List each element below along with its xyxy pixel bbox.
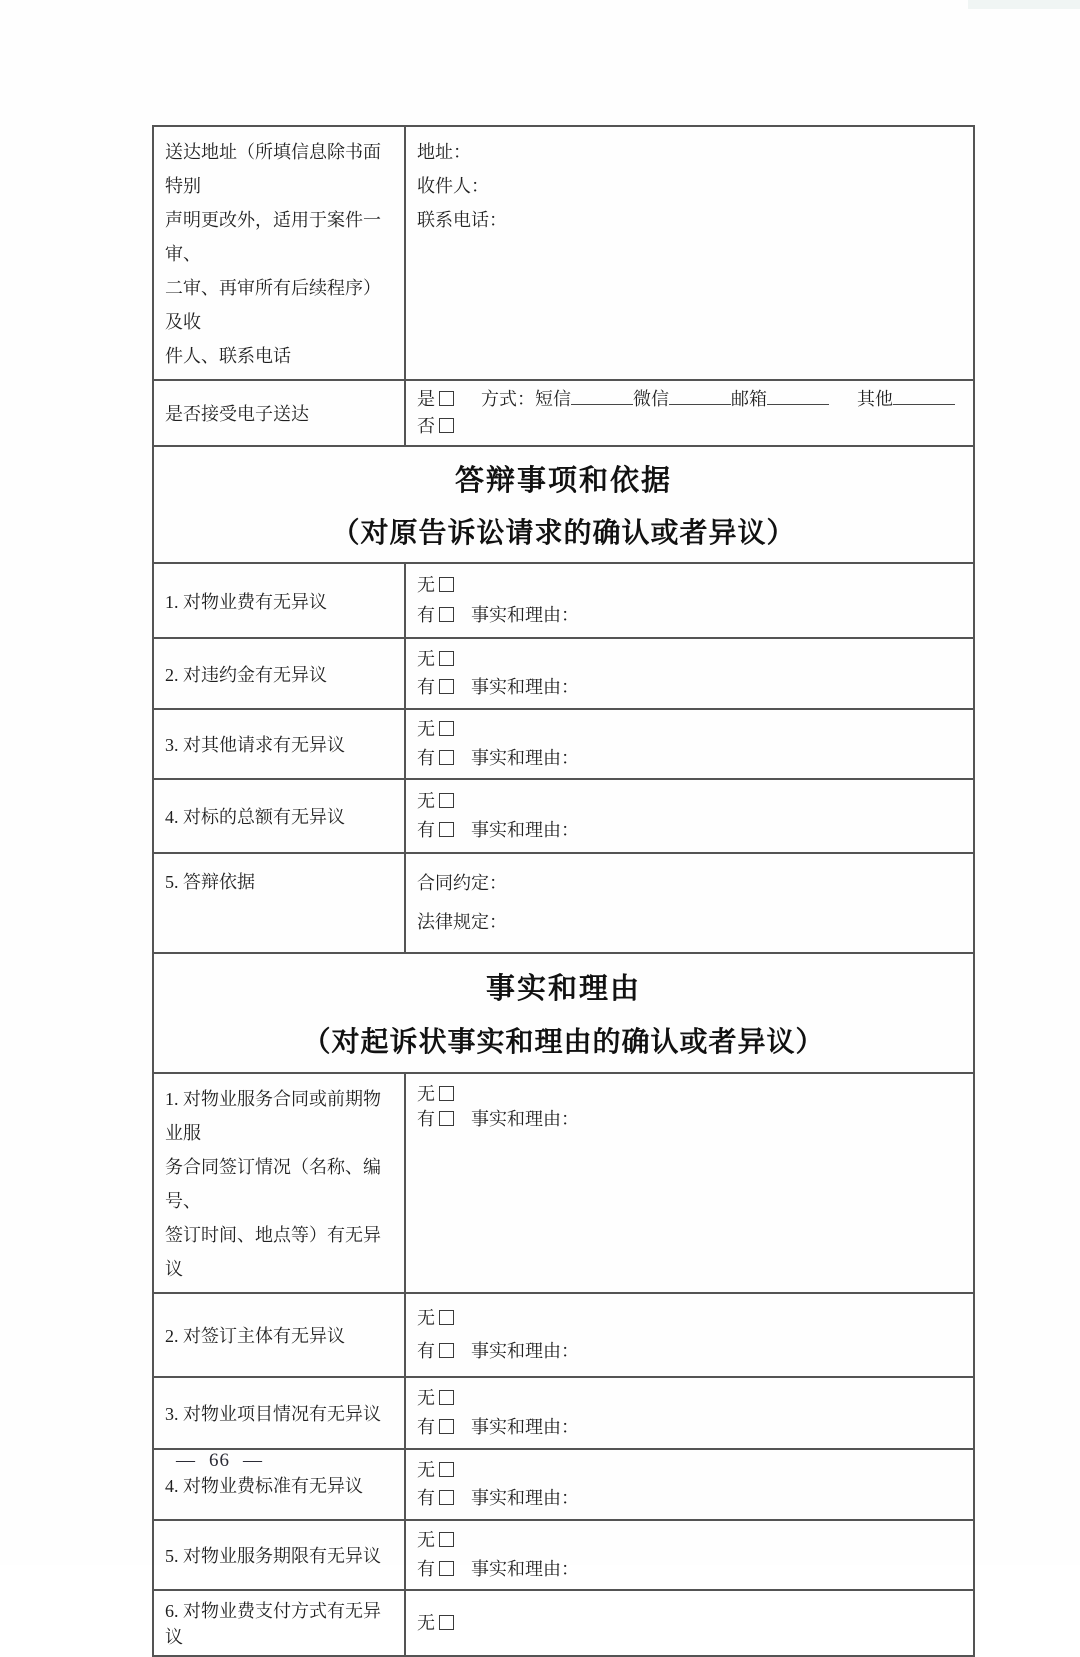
none-label: 无	[417, 1530, 435, 1551]
checkbox-has-objection[interactable]	[439, 1490, 454, 1505]
legal-provisions-label: 法律规定：	[417, 911, 507, 932]
none-label: 无	[417, 719, 435, 740]
checkbox-has-objection[interactable]	[439, 1419, 454, 1434]
section-title: 答辩事项和依据	[454, 465, 672, 498]
row-label: 1. 对物业费有无异议	[154, 564, 406, 637]
delivery-address-label	[154, 127, 406, 379]
other-blank-line[interactable]	[893, 402, 955, 405]
label-line: 二审、再审所有后续程序）及收	[165, 278, 381, 332]
page-number-dash: —	[176, 1450, 196, 1471]
label-line: 送达地址（所填信息除书面特别	[165, 142, 381, 196]
section-title: 事实和理由	[485, 973, 641, 1006]
method-sms-label: 短信	[535, 389, 571, 409]
row-answer	[406, 1591, 973, 1655]
have-label: 有	[417, 677, 435, 698]
phone-field-label: 联系电话：	[417, 210, 507, 230]
electronic-delivery-options	[406, 381, 973, 445]
row-label: 2. 对违约金有无异议	[154, 639, 406, 708]
method-other-label: 其他	[857, 389, 893, 409]
table-row-fee-objection	[154, 562, 973, 637]
yes-label: 是	[417, 389, 435, 409]
row-label	[154, 1074, 406, 1292]
row-answer	[406, 710, 973, 778]
table-row-contract-signing-objection	[154, 1072, 973, 1292]
electronic-delivery-label: 是否接受电子送达	[154, 381, 406, 445]
checkbox-no-objection[interactable]	[439, 1390, 454, 1405]
label-line: 声明更改外，适用于案件一审、	[165, 210, 381, 264]
checkbox-no-objection[interactable]	[439, 577, 454, 592]
facts-label: 事实和理由：	[471, 1558, 579, 1579]
checkbox-no-objection[interactable]	[439, 793, 454, 808]
scan-artifact	[968, 0, 1080, 9]
label-line: 签订时间、地点等）有无异议	[165, 1225, 381, 1279]
facts-section-header	[154, 952, 973, 1072]
label-line: 1. 对物业服务合同或前期物业服	[165, 1089, 381, 1143]
facts-label: 事实和理由：	[471, 1488, 579, 1509]
table-row-fee-standard-objection	[154, 1448, 973, 1519]
have-label: 有	[417, 1341, 435, 1361]
row-answer	[406, 1378, 973, 1448]
row-label: 4. 对物业费标准有无异议	[154, 1450, 406, 1519]
table-row-electronic-delivery	[154, 379, 973, 445]
defense-form-table	[152, 125, 975, 1657]
table-row-total-amount-objection	[154, 778, 973, 852]
method-wechat-label: 微信	[633, 389, 669, 409]
row-answer	[406, 639, 973, 708]
label-line: 件人、联系电话	[165, 346, 291, 366]
row-label: 4. 对标的总额有无异议	[154, 780, 406, 852]
row-label: 5. 答辩依据	[154, 854, 406, 952]
sms-blank-line[interactable]	[571, 402, 633, 405]
page-number	[176, 1450, 263, 1472]
address-field-label: 地址：	[417, 142, 471, 162]
facts-label: 事实和理由：	[471, 1417, 579, 1437]
checkbox-no-objection[interactable]	[439, 651, 454, 666]
table-row-penalty-objection	[154, 637, 973, 708]
delivery-address-fields	[406, 127, 973, 379]
have-label: 有	[417, 1488, 435, 1509]
page-number-value: 66	[209, 1450, 230, 1471]
method-label: 方式：	[481, 389, 535, 409]
row-label: 3. 对物业项目情况有无异议	[154, 1378, 406, 1448]
have-label: 有	[417, 1109, 435, 1129]
checkbox-has-objection[interactable]	[439, 1343, 454, 1358]
row-answer	[406, 780, 973, 852]
method-email-label: 邮箱	[731, 389, 767, 409]
none-label: 无	[417, 1612, 435, 1633]
none-label: 无	[417, 648, 435, 669]
none-label: 无	[417, 1084, 435, 1104]
section-subtitle: （对起诉状事实和理由的确认或者异议）	[302, 1025, 825, 1057]
row-label: 5. 对物业服务期限有无异议	[154, 1521, 406, 1589]
facts-label: 事实和理由：	[471, 820, 579, 841]
row-answer	[406, 854, 973, 952]
checkbox-has-objection[interactable]	[439, 679, 454, 694]
checkbox-yes[interactable]	[439, 391, 454, 406]
email-blank-line[interactable]	[767, 402, 829, 405]
have-label: 有	[417, 1417, 435, 1437]
row-answer	[406, 564, 973, 637]
have-label: 有	[417, 820, 435, 841]
checkbox-has-objection[interactable]	[439, 1111, 454, 1126]
none-label: 无	[417, 1459, 435, 1480]
none-label: 无	[417, 575, 435, 595]
table-row-defense-basis	[154, 852, 973, 952]
row-label: 6. 对物业费支付方式有无异议	[154, 1591, 406, 1655]
facts-label: 事实和理由：	[471, 747, 579, 768]
have-label: 有	[417, 1558, 435, 1579]
table-row-other-claims-objection	[154, 708, 973, 778]
none-label: 无	[417, 1308, 435, 1328]
row-answer	[406, 1074, 973, 1292]
checkbox-no-objection[interactable]	[439, 1462, 454, 1477]
none-label: 无	[417, 1388, 435, 1408]
row-label: 3. 对其他请求有无异议	[154, 710, 406, 778]
label-line: 务合同签订情况（名称、编号、	[165, 1157, 381, 1211]
recipient-field-label: 收件人：	[417, 176, 489, 196]
no-label: 否	[417, 416, 435, 436]
checkbox-no-objection[interactable]	[439, 1532, 454, 1547]
section-subtitle: （对原告诉讼请求的确认或者异议）	[331, 516, 796, 548]
defense-section-header	[154, 445, 973, 562]
checkbox-has-objection[interactable]	[439, 750, 454, 765]
none-label: 无	[417, 790, 435, 811]
page-number-dash: —	[243, 1450, 263, 1471]
checkbox-no-objection[interactable]	[439, 1086, 454, 1101]
checkbox-no-objection[interactable]	[439, 1310, 454, 1325]
wechat-blank-line[interactable]	[669, 402, 731, 405]
row-label: 2. 对签订主体有无异议	[154, 1294, 406, 1376]
have-label: 有	[417, 605, 435, 625]
facts-label: 事实和理由：	[471, 1109, 579, 1129]
table-row-signing-party-objection	[154, 1292, 973, 1376]
have-label: 有	[417, 747, 435, 768]
facts-label: 事实和理由：	[471, 1341, 579, 1361]
table-row-property-project-objection	[154, 1376, 973, 1448]
checkbox-has-objection[interactable]	[439, 1561, 454, 1576]
checkbox-no-objection[interactable]	[439, 1615, 454, 1630]
facts-label: 事实和理由：	[471, 605, 579, 625]
table-row-delivery-address	[154, 127, 973, 379]
table-row-payment-method-objection	[154, 1589, 973, 1655]
table-row-service-term-objection	[154, 1519, 973, 1589]
checkbox-no-objection[interactable]	[439, 721, 454, 736]
row-answer	[406, 1294, 973, 1376]
checkbox-has-objection[interactable]	[439, 822, 454, 837]
row-answer	[406, 1521, 973, 1589]
checkbox-has-objection[interactable]	[439, 607, 454, 622]
row-answer	[406, 1450, 973, 1519]
contract-terms-label: 合同约定：	[417, 873, 507, 894]
checkbox-no[interactable]	[439, 418, 454, 433]
facts-label: 事实和理由：	[471, 677, 579, 698]
